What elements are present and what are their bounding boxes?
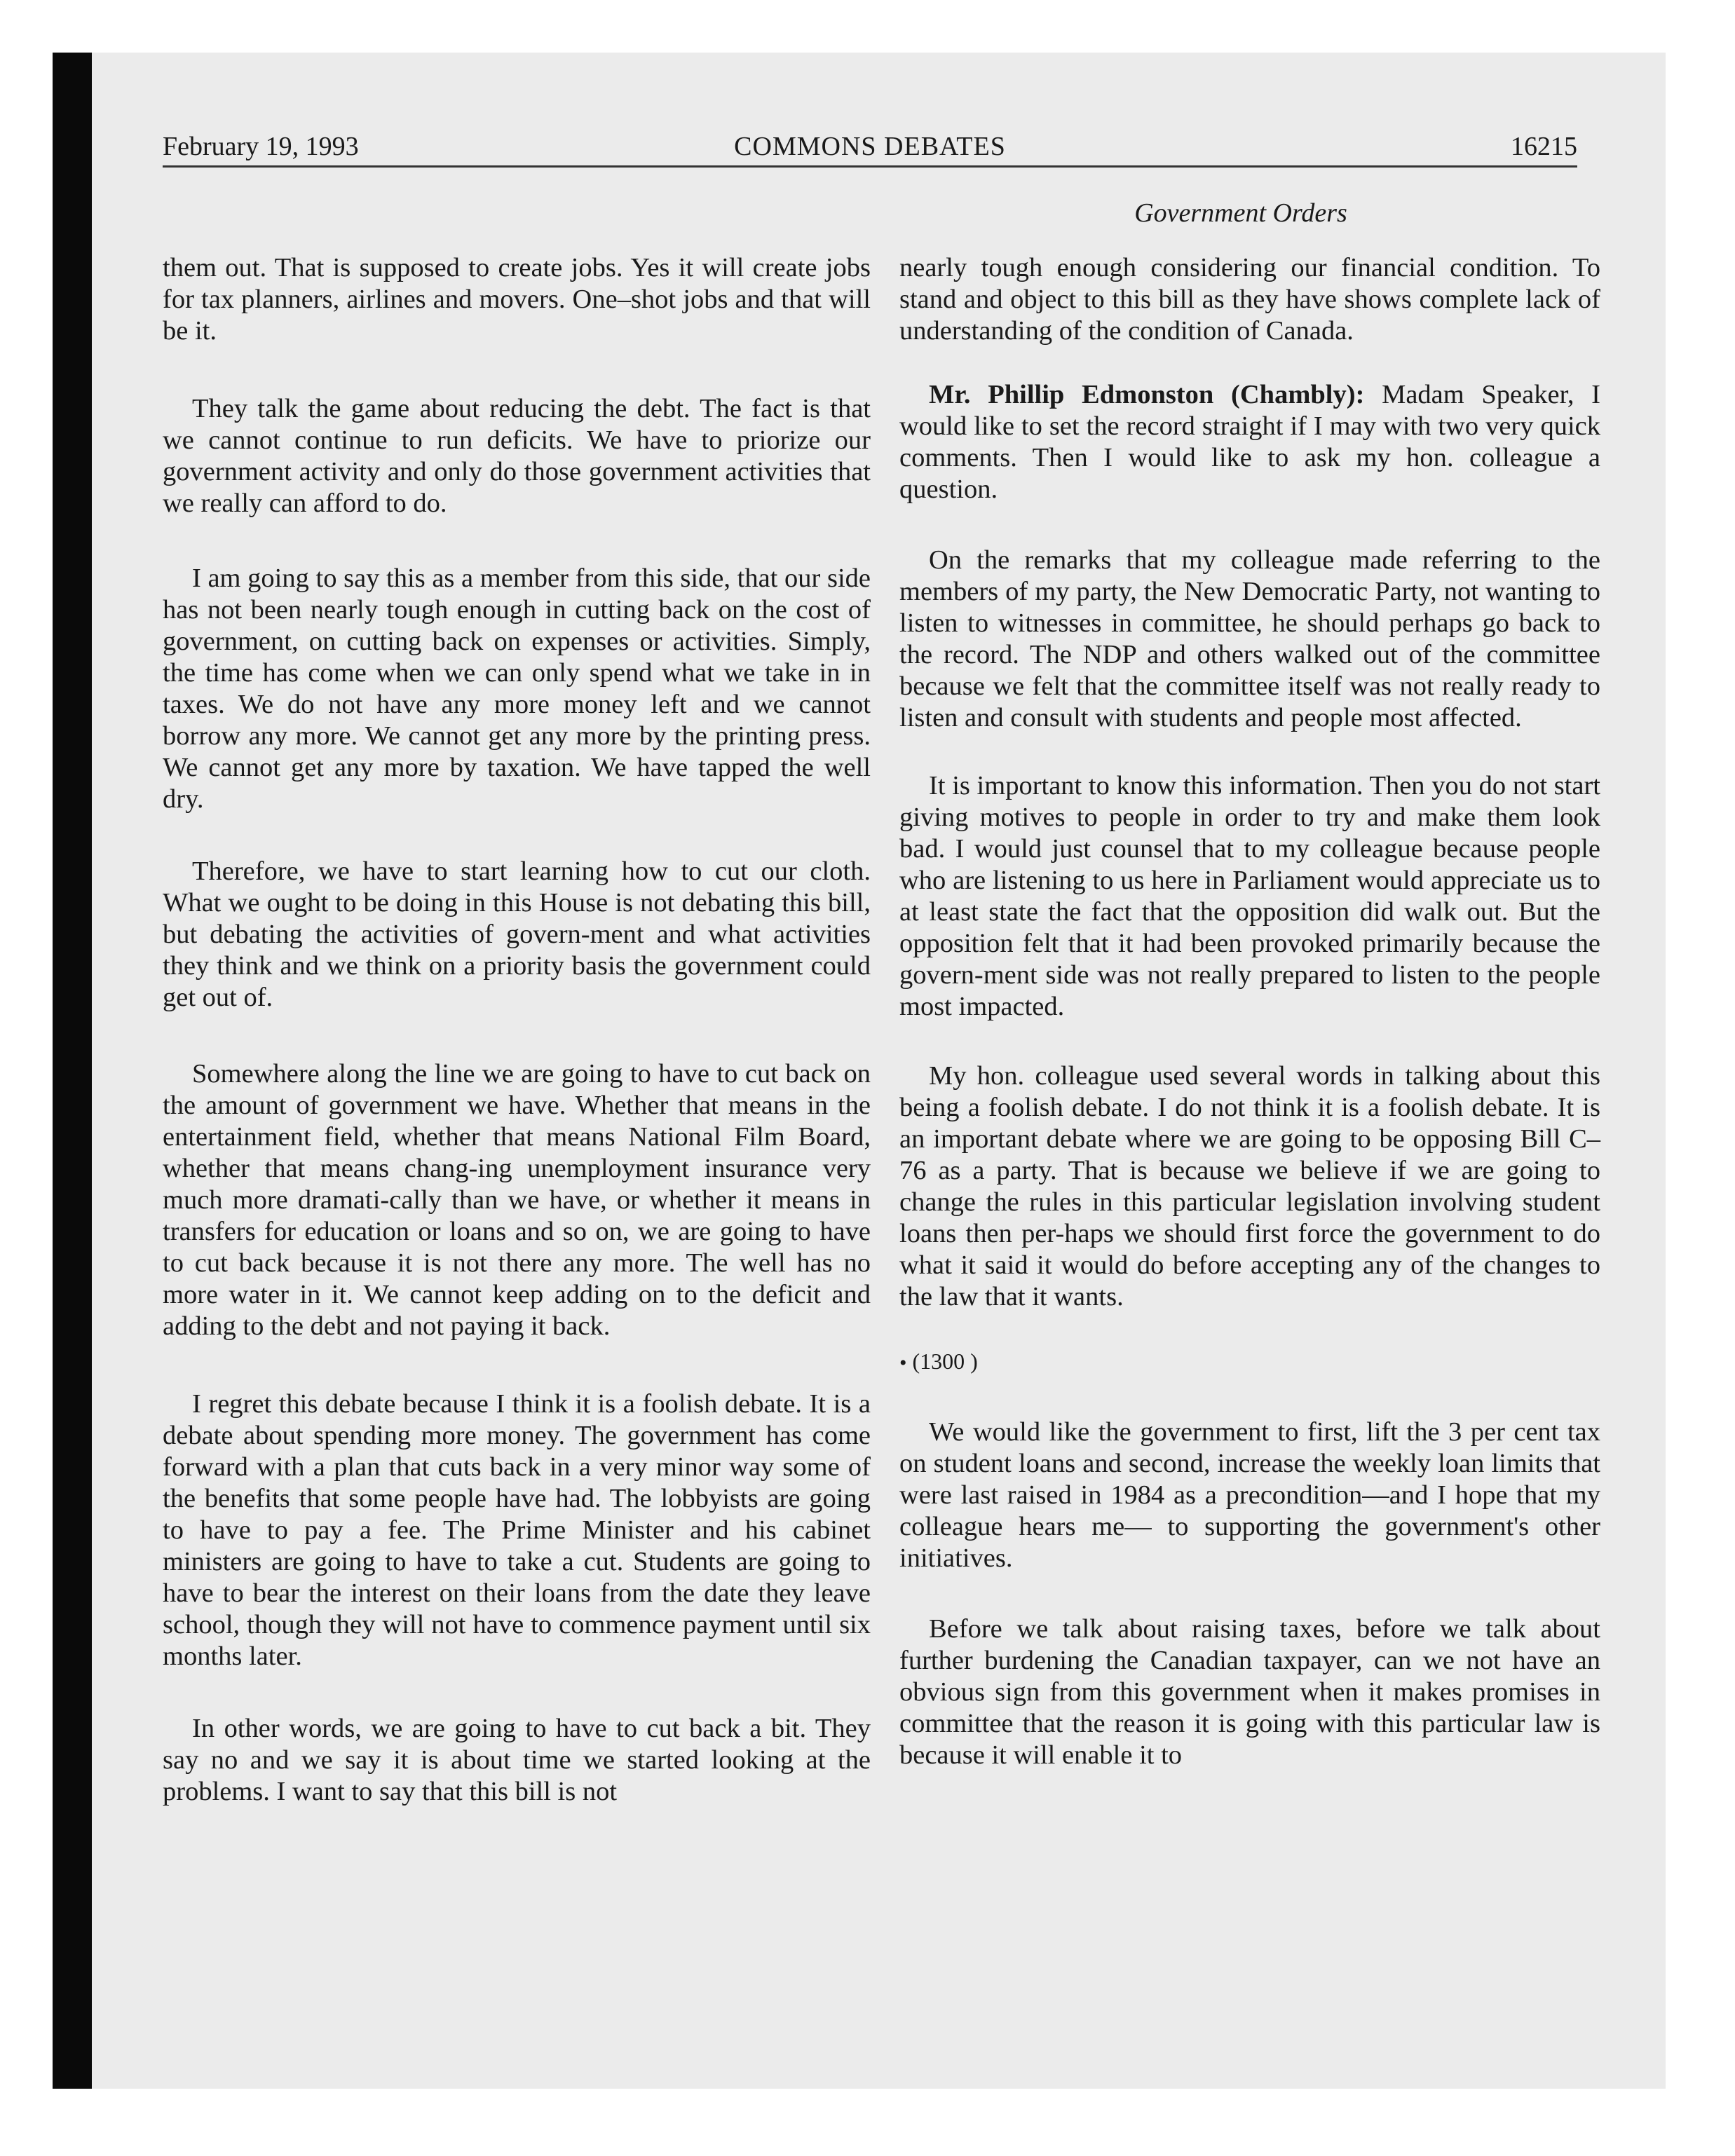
right-column [899,252,1600,1771]
page-header [163,119,1577,168]
time-marker [899,1345,1600,1379]
left-column [163,252,871,1808]
left-paragraph-4: Therefore, we have to start learning how to cut our cloth. What we ought to be doing in this House is not debating this bill, but debating the activities of govern-ment and what activities they think and we think on a priority basis the government could get out of. [163,857,871,1012]
left-paragraph-1: them out. That is supposed to create jobs. Yes it will create jobs for tax planners, airlines and movers. One–shot jobs and that will be it. [163,253,871,346]
time-marker-text: (1300 ) [912,1349,978,1374]
right-paragraph-1: nearly tough enough considering our financial condition. To stand and object to this bill as they have shows complete lack of understanding of the condition of Canada. [899,253,1600,346]
section-label: Government Orders [1134,198,1347,228]
left-paragraph-6: I regret this debate because I think it is a foolish debate. It is a debate about spending more money. The government has come forward with a plan that cuts back in a very minor way some of the benefits that some people have had. The lobbyists are going to have to pay a fee. The Prime Minister and his cabinet ministers are going to have to take a cut. Students are going to have to bear the interest on their loans from the date they leave school, though they will not have to commence payment until six months later. [163,1389,871,1671]
scan-edge-bar [53,53,92,2089]
bullet-icon: • [899,1351,907,1374]
right-paragraph-3: On the remarks that my colleague made referring to the members of my party, the New Democratic Party, not wanting to listen to witnesses in committee, he should perhaps go back to the record. The NDP and others walked out of the committee because we felt that the committee itself was not really ready to listen and consult with students and people most affected. [899,545,1600,732]
header-page-number: 16215 [1511,132,1577,161]
right-paragraph-7: Before we talk about raising taxes, before we talk about further burdening the Canadian taxpayer, can we not have an obvious sign from this government when it makes promises in committee that the reason it is going with this particular law is because it will enable it to [899,1613,1600,1770]
header-title: COMMONS DEBATES [734,132,1006,161]
left-paragraph-5: Somewhere along the line we are going to have to cut back on the amount of government we have. Whether that means in the entertainment field, whether that means National Film Board, whether that means chang-ing unemployment insurance very much more dramati-cally than we have, or whether it means in transfers for education or loans and so on, we are going to have to cut back because it is not there any more. The well has no more water in it. We cannot keep adding on to the deficit and adding to the debt and not paying it back. [163,1059,871,1341]
right-paragraph-4: It is important to know this information. Then you do not start giving motives to people in order to try and make them look bad. I would just counsel that to my colleague because people who are listening to us here in Parliament would appreciate us to at least state the fact that the opposition did walk out. But the opposition felt that it had been provoked primarily because the govern-ment side was not really prepared to listen to the people most impacted. [899,771,1600,1021]
right-paragraph-6: We would like the government to first, lift the 3 per cent tax on student loans and second, increase the weekly loan limits that were last raised in 1984 as a precondition—and I hope that my colleague hears me— to supporting the government's other initiatives. [899,1417,1600,1573]
left-paragraph-7: In other words, we are going to have to cut back a bit. They say no and we say it is about time we started looking at the problems. I want to say that this bill is not [163,1714,871,1806]
header-date: February 19, 1993 [163,132,359,161]
speaker-name: Mr. Phillip Edmonston (Chambly): [929,380,1365,409]
right-paragraph-2 [899,379,1600,505]
speaker-text: Madam Speaker, I would like to set the record straight if I may with two very quick comments. Then I would like to ask my hon. colleague a question. [899,380,1600,504]
left-paragraph-3: I am going to say this as a member from this side, that our side has not been nearly tough enough in cutting back on the cost of government, on cutting back on expenses or activities. Simply, the time has come when we can only spend what we take in in taxes. We do not have any more money left and we cannot borrow any more. We cannot get any more by the printing press. We cannot get any more by taxation. We have tapped the well dry. [163,564,871,814]
right-paragraph-5: My hon. colleague used several words in talking about this being a foolish debate. I do not think it is a foolish debate. It is an important debate where we are going to be opposing Bill C–76 as a party. That is because we believe if we are going to change the rules in this particular legislation involving student loans then per-haps we should first force the government to do what it said it would do before accepting any of the changes to the law that it wants. [899,1061,1600,1311]
left-paragraph-2: They talk the game about reducing the debt. The fact is that we cannot continue to run deficits. We have to priorize our government activity and only do those government activities that we really can afford to do. [163,394,871,518]
